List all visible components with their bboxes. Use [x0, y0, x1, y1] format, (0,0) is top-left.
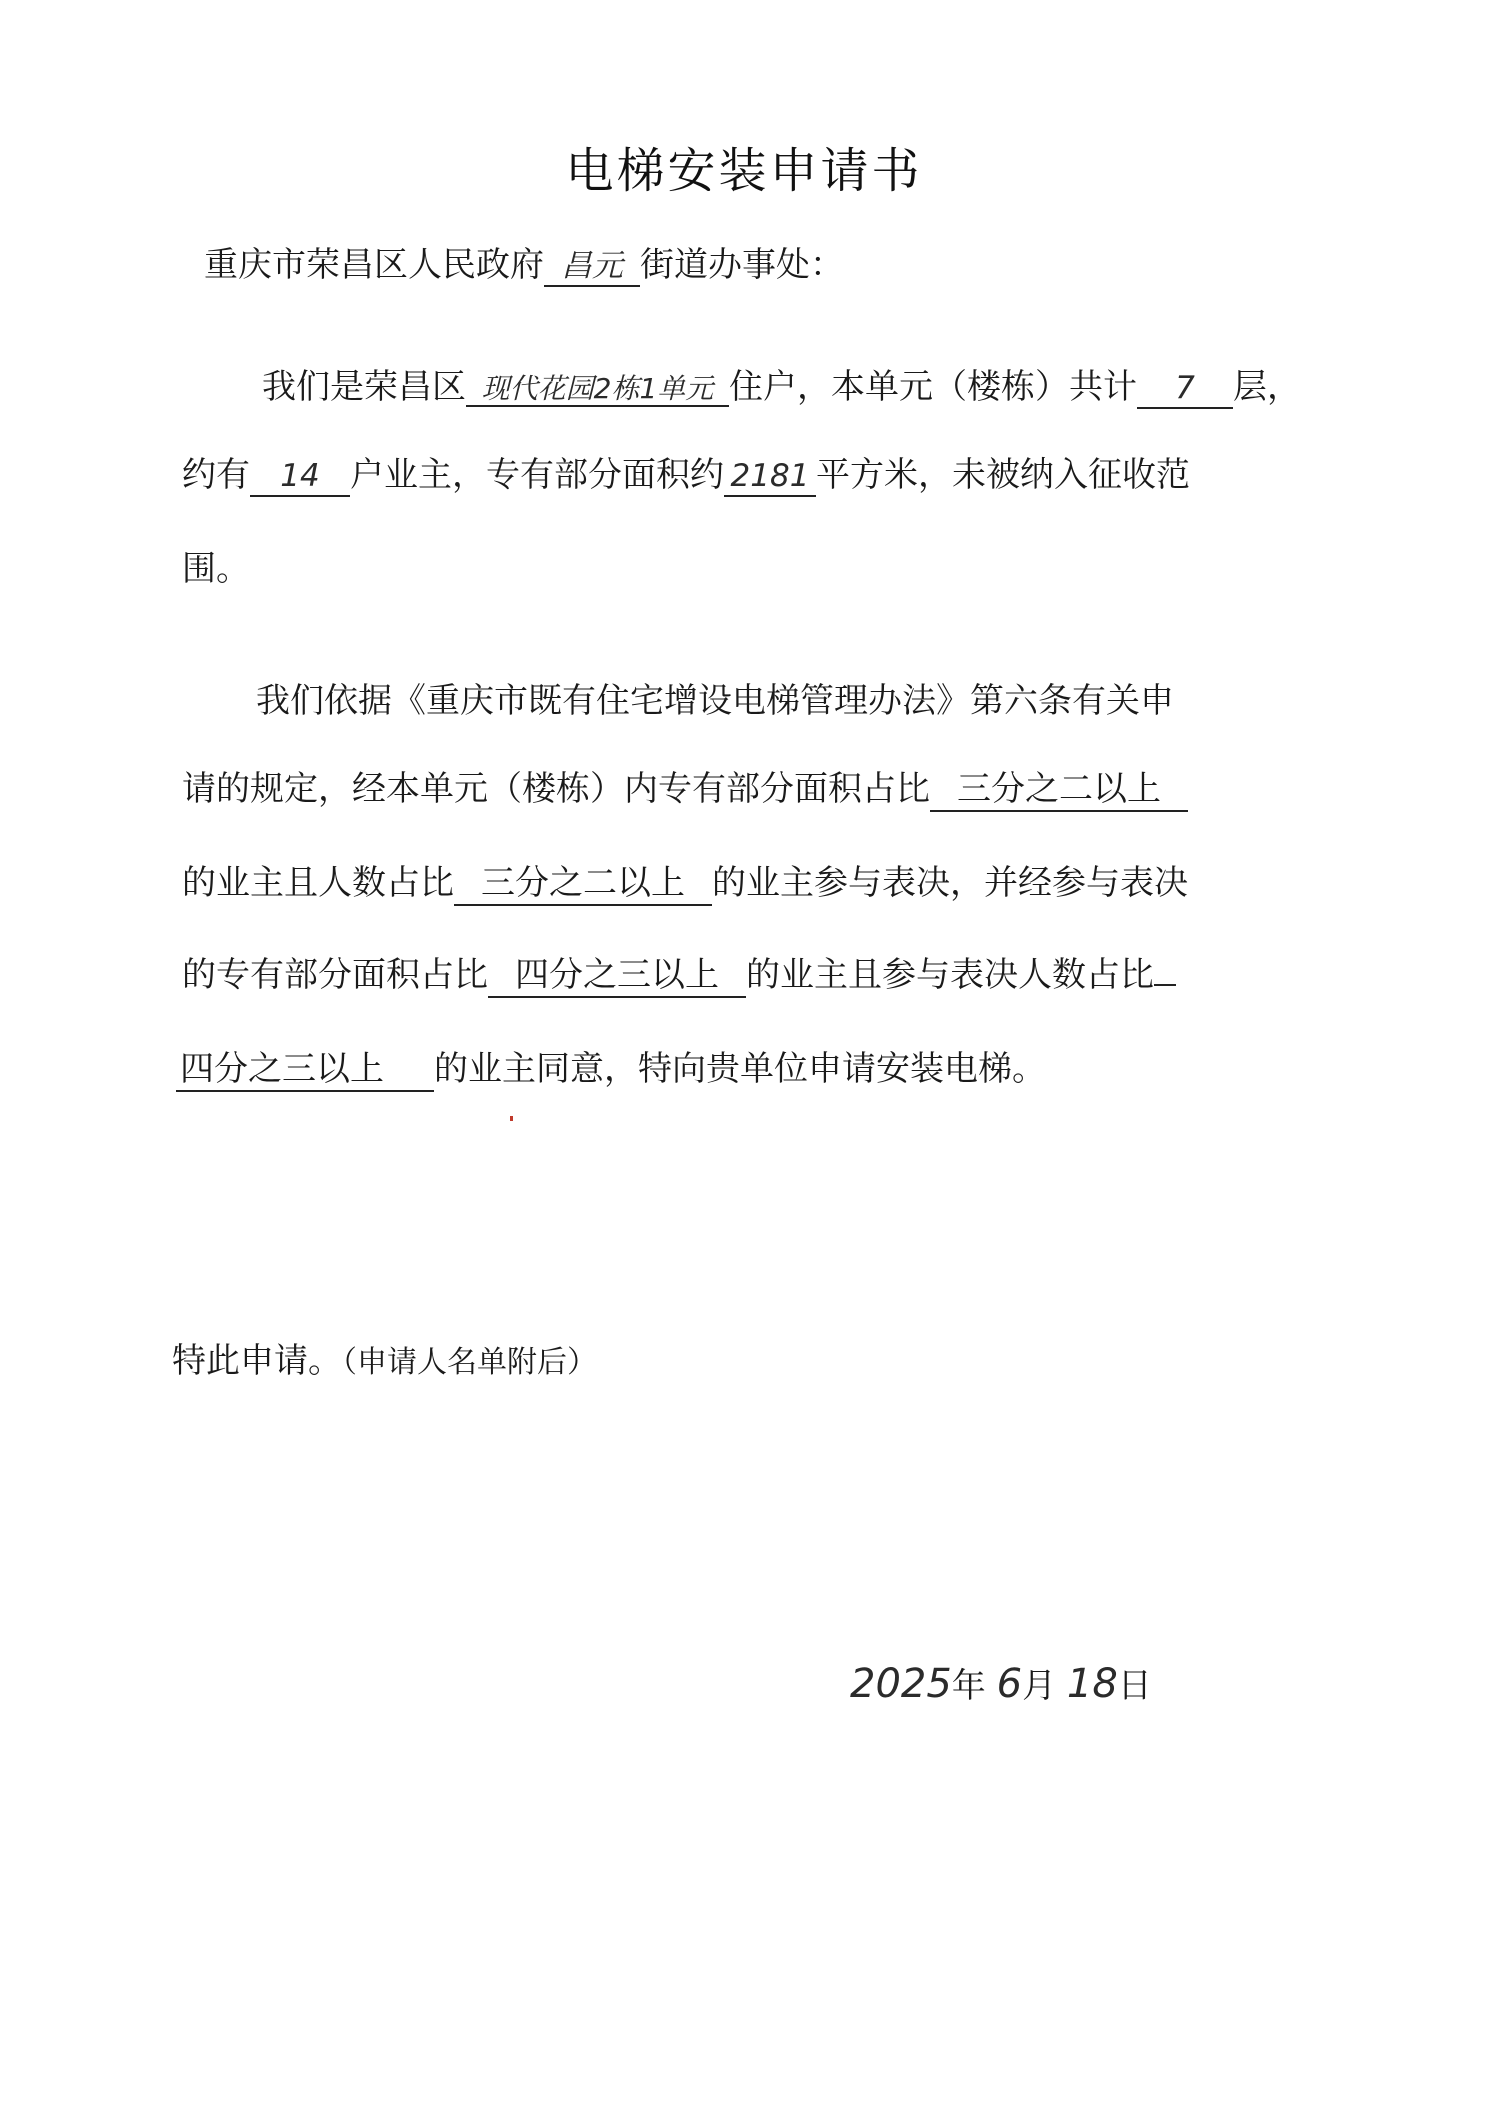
p1-line1-mid: 住户，本单元（楼栋）共计 [729, 367, 1137, 407]
p2-line3-suffix: 的业主参与表决，并经参与表决 [712, 863, 1188, 903]
paragraph2-line1: 我们依据《重庆市既有住宅增设电梯管理办法》第六条有关申 [256, 681, 1174, 721]
p1-line2-suffix: 平方米，未被纳入征收范 [816, 455, 1190, 495]
closing-line [172, 1341, 597, 1381]
community-field: 现代花园2栋1单元 [466, 374, 729, 407]
vote-area-ratio-field: 四分之三以上 [488, 958, 746, 998]
paragraph2-line3 [182, 863, 1188, 906]
p2-line2-prefix: 请的规定，经本单元（楼栋）内专有部分面积占比 [182, 769, 930, 809]
p1-line2-mid: 户业主，专有部分面积约 [350, 455, 724, 495]
households-field: 14 [250, 460, 350, 497]
date-day-label: 日 [1117, 1666, 1152, 1706]
vote-people-ratio-field: 四分之三以上 [176, 1052, 434, 1092]
p2-line5-suffix: 的业主同意，特向贵单位申请安装电梯。 [434, 1049, 1046, 1089]
floors-field: 7 [1137, 372, 1233, 409]
street-name-field: 昌元 [544, 250, 640, 287]
closing-text: 特此申请。 [172, 1341, 342, 1381]
red-speck [510, 1116, 513, 1121]
p2-line4-suffix: 的业主且参与表决人数占比 [746, 955, 1154, 995]
p1-line1-prefix: 我们是荣昌区 [262, 367, 466, 407]
document-title: 电梯安装申请书 [565, 143, 923, 199]
date-month-label: 月 [1022, 1666, 1057, 1706]
date-line [850, 1658, 1152, 1707]
salutation-prefix: 重庆市荣昌区人民政府 [204, 245, 544, 285]
p1-line2-prefix: 约有 [182, 455, 250, 495]
paragraph1-line1 [262, 367, 1301, 409]
paragraph2-line5 [176, 1049, 1046, 1092]
paragraph1-line3: 围。 [182, 549, 250, 589]
paragraph2-line2 [182, 769, 1188, 812]
trailing-underline [1154, 982, 1176, 986]
paragraph2-line4 [182, 955, 1176, 998]
salutation-line [204, 245, 844, 287]
date-year-label: 年 [951, 1666, 986, 1706]
salutation-suffix: 街道办事处： [640, 245, 844, 285]
area-field: 2181 [724, 460, 816, 497]
closing-note: （申请人名单附后） [342, 1345, 597, 1380]
p2-line4-prefix: 的专有部分面积占比 [182, 955, 488, 995]
date-month: 6 [996, 1661, 1023, 1707]
date-year: 2025 [850, 1661, 952, 1707]
p2-line3-prefix: 的业主且人数占比 [182, 863, 454, 903]
people-ratio-field: 三分之二以上 [454, 866, 712, 906]
date-day: 18 [1066, 1661, 1118, 1707]
area-ratio-field: 三分之二以上 [930, 772, 1188, 812]
p1-line1-suffix: 层， [1233, 367, 1301, 407]
paragraph1-line2 [182, 455, 1190, 497]
